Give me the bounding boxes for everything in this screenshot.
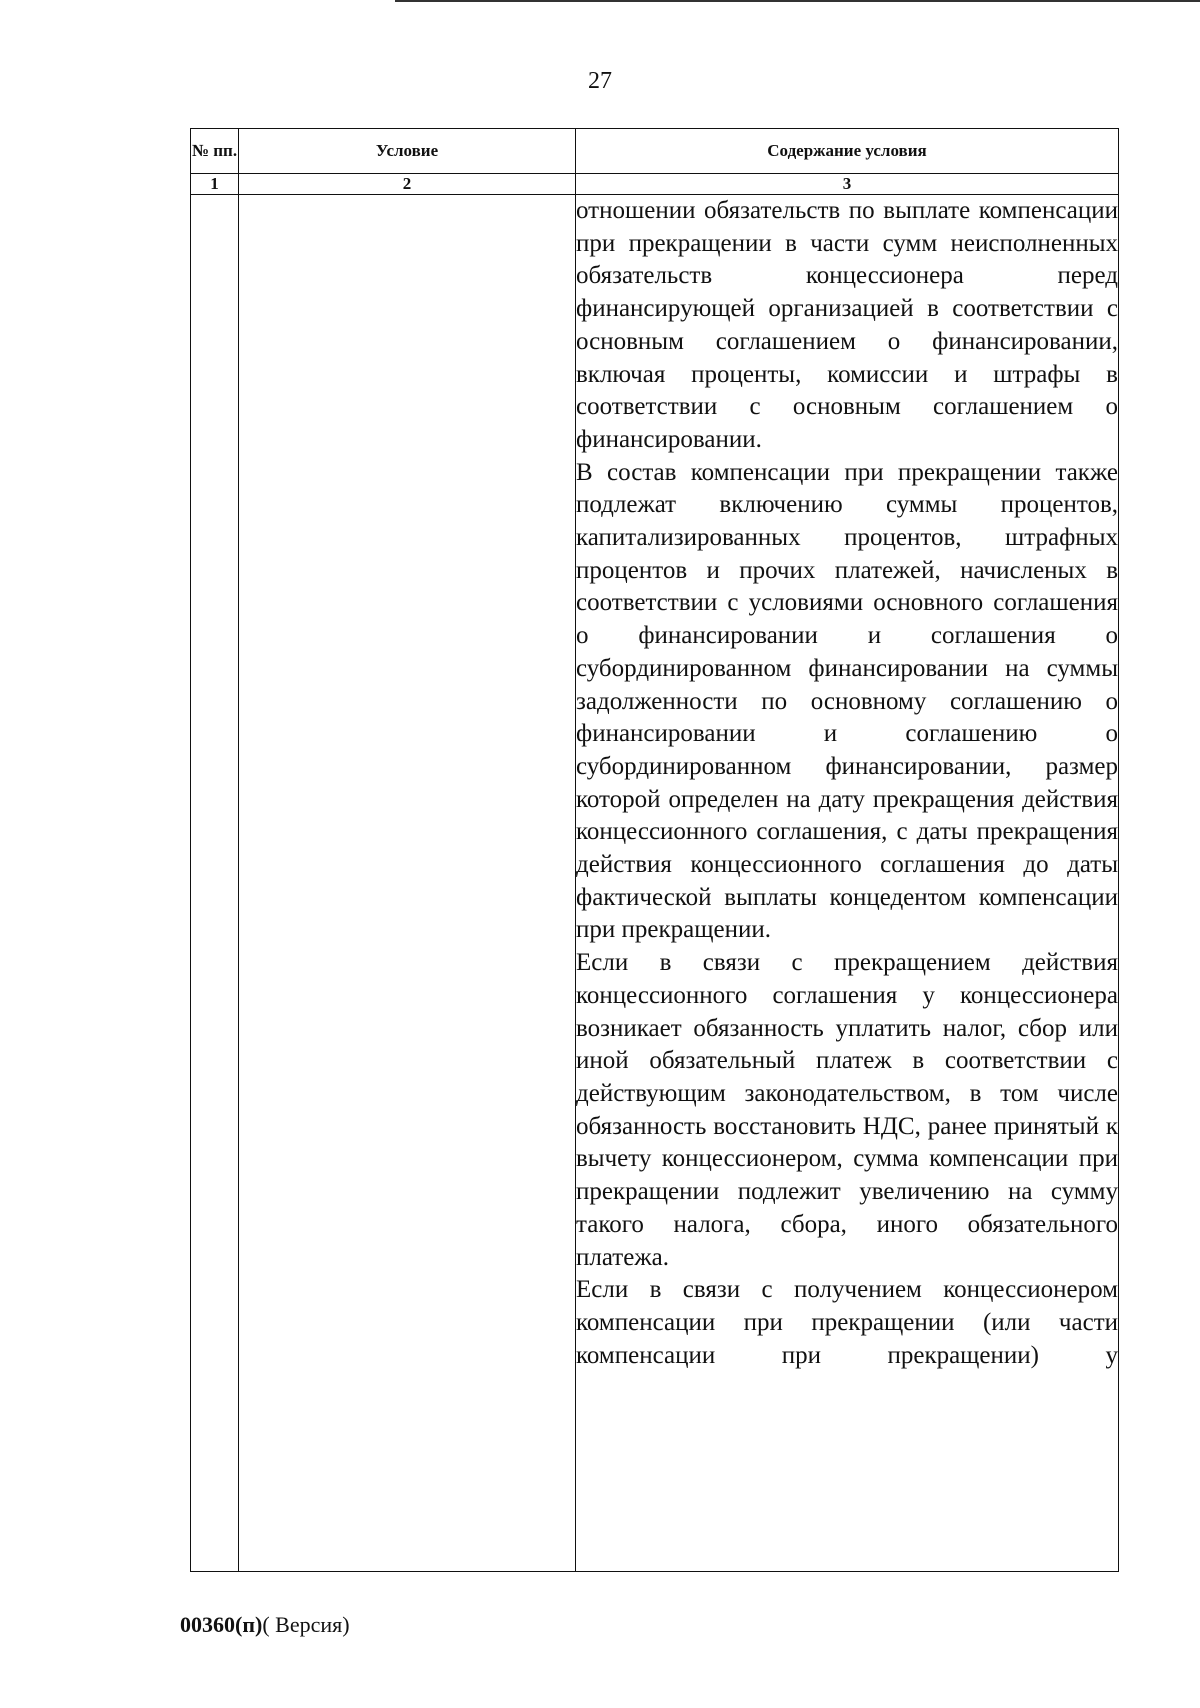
content-paragraph-2: В состав компенсации при прекращении также подлежат включению суммы процентов, капитализированных процентов, штрафных процентов и прочих платежей, начисленых в соответствии с условиями основного соглашения о финансировании и соглашения о субординированном финансировании на суммы задолженности по основному соглашению о финансировании и соглашению о субординированном финансировании, размер которой определен на дату прекращения действия концессионного соглашения, с даты прекращения действия концессионного соглашения до даты фактической выплаты концедентом компенсации при прекращении. [576, 458, 1118, 944]
document-version: ( Версия) [262, 1612, 350, 1637]
header-row [191, 129, 1119, 174]
content-paragraph-3: Если в связи с прекращением действия концессионного соглашения у концессионера возникает обязанность уплатить налог, сбор или иной обязательный платеж в соответствии с действующим законодательством, в том числе обязанность восстановить НДС, ранее принятый к вычету концессионером, сумма компенсации при прекращении подлежит увеличению на сумму такого налога, сбора, иного обязательного платежа. [576, 949, 1118, 1271]
content-paragraph-1: отношении обязательств по выплате компенсации при прекращении в части сумм неисполненных обязательств концессионера перед финансирующей организацией в соответствии с основным соглашением о финансировании, включая проценты, комиссии и штрафы в соответствии с основным соглашением о финансировании. [576, 197, 1118, 453]
document-footer [180, 1612, 350, 1638]
top-rule [395, 0, 1200, 2]
column-number-1: 1 [191, 174, 239, 195]
column-number-3: 3 [576, 174, 1119, 195]
column-number-2: 2 [239, 174, 576, 195]
document-code: 00360(п) [180, 1612, 263, 1637]
header-condition: Условие [239, 129, 576, 174]
header-num: № пп. [191, 129, 239, 174]
content-paragraph-4: Если в связи с получением концессионером компенсации при прекращении (или части компенсации при прекращении) у [576, 1276, 1118, 1369]
header-content: Содержание условия [576, 129, 1119, 174]
row-content-cell [576, 195, 1119, 1572]
column-number-row [191, 174, 1119, 195]
row-condition-cell [239, 195, 576, 1572]
row-num-cell [191, 195, 239, 1572]
conditions-table [190, 128, 1119, 1572]
table-row [191, 195, 1119, 1572]
page-number: 27 [588, 68, 612, 94]
